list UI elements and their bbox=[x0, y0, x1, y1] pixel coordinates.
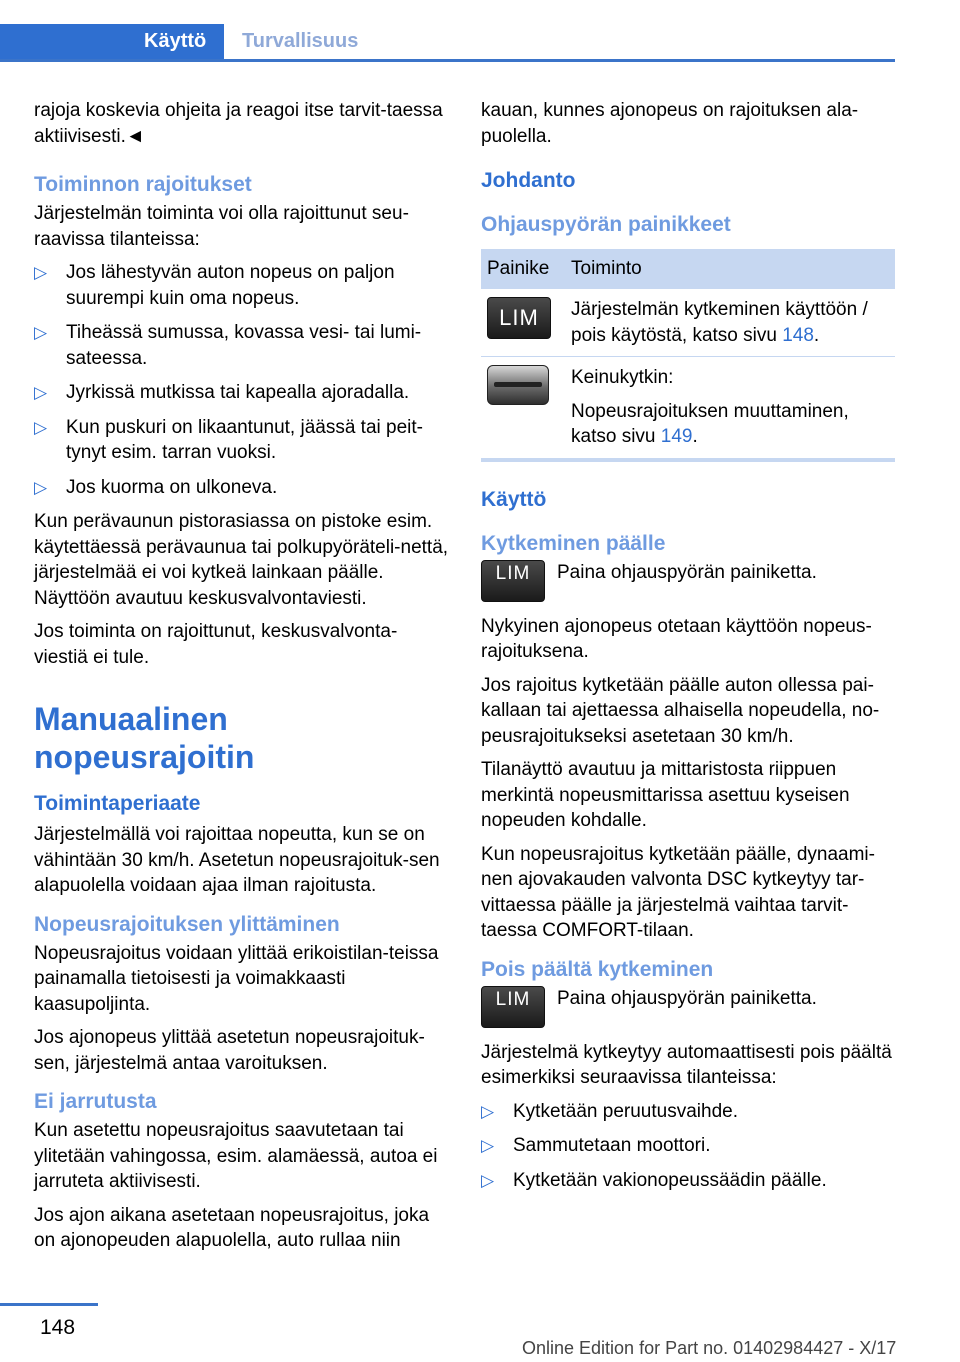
tab-kaytto[interactable]: Käyttö bbox=[0, 24, 224, 62]
paragraph-limited: Jos toiminta on rajoittunut, keskusvalvonta-viestiä ei tule. bbox=[34, 621, 398, 668]
tab-turvallisuus[interactable]: Turvallisuus bbox=[242, 30, 359, 52]
buttons-table bbox=[481, 249, 895, 462]
switch-on-step: LIM Paina ohjauspyörän painiketta. bbox=[481, 560, 895, 602]
triangle-bullet-icon: ▷ bbox=[34, 477, 48, 497]
triangle-bullet-icon: ▷ bbox=[481, 1136, 495, 1155]
list-item: ▷ Jos lähestyvän auton nopeus on paljon suurempi kuin oma nopeus. bbox=[34, 262, 395, 309]
table-row: LIM Järjestelmän kytkeminen käyttöön / pois käytöstä, katso sivu 148. bbox=[481, 289, 895, 357]
page-number: 148 bbox=[40, 1316, 76, 1339]
paragraph-principle: Järjestelmällä voi rajoittaa nopeutta, kun se on vähintään 30 km/h. Asetetun nopeusrajoituk-sen alapuolella voidaan ajaa ilman rajoitusta. bbox=[34, 824, 440, 896]
table-header-row bbox=[481, 249, 895, 289]
column-header-function: Toiminto bbox=[565, 249, 895, 289]
triangle-bullet-icon: ▷ bbox=[481, 1170, 495, 1190]
triangle-bullet-icon: ▷ bbox=[34, 383, 48, 402]
table-row: Keinukytkin: Nopeusrajoituksen muuttaminen, katso sivu 149. bbox=[481, 357, 895, 460]
paragraph-limits: Järjestelmän toiminta voi olla rajoittunut seu-raavissa tilanteissa: bbox=[34, 203, 409, 250]
lim-button-icon: LIM bbox=[487, 297, 551, 339]
page-link-149[interactable]: 149 bbox=[660, 426, 693, 447]
heading-limits: Toiminnon rajoitukset bbox=[34, 173, 252, 196]
paragraph-off: Järjestelmä kytkeytyy automaattisesti pois päältä esimerkiksi seuraavissa tilanteissa: bbox=[481, 1041, 892, 1088]
list-item: ▷ Jos kuorma on ulkoneva. bbox=[34, 475, 449, 501]
paragraph-on-2: Jos rajoitus kytketään päälle auton ollessa pai-kallaan tai ajettaessa alhaisella nopeudella, no-peusrajoitukseksi asetetaan 30 km/h. bbox=[481, 674, 880, 747]
list-item: ▷ Kytketään peruutusvaihde. bbox=[481, 1099, 895, 1125]
rocker-switch-icon bbox=[487, 365, 549, 405]
footer-rule bbox=[0, 1303, 98, 1306]
paragraph-no-brake-1: Kun asetettu nopeusrajoitus saavutetaan tai ylitetään vahingossa, esim. alamäessä, autoa ei jarruteta aktiivisesti. bbox=[34, 1120, 438, 1192]
triangle-bullet-icon: ▷ bbox=[34, 417, 48, 437]
paragraph-exceed-2: Jos ajonopeus ylittää asetetun nopeusrajoituk-sen, järjestelmä antaa varoituksen. bbox=[34, 1027, 425, 1074]
list-item: ▷ Tiheässä sumussa, kovassa vesi- tai lumi-sateessa. bbox=[34, 322, 422, 369]
paragraph-no-brake-2: Jos ajon aikana asetetaan nopeusrajoitus, joka on ajonopeuden alapuolella, auto rullaa niin bbox=[34, 1204, 430, 1251]
switch-off-step: LIM Paina ohjauspyörän painiketta. bbox=[481, 986, 895, 1028]
paragraph-continued: kauan, kunnes ajonopeus on rajoituksen ala-puolella. bbox=[481, 100, 859, 147]
edition-note: Online Edition for Part no. 01402984427 - X/17 bbox=[522, 1338, 897, 1358]
heading-no-brake: Ei jarrutusta bbox=[34, 1090, 157, 1113]
list-item: ▷ Kytketään vakionopeussäädin päälle. bbox=[481, 1168, 895, 1194]
right-column bbox=[481, 98, 895, 1202]
list-item: ▷ Jyrkissä mutkissa tai kapealla ajoradalla. bbox=[34, 380, 449, 406]
list-item: ▷ Sammutetaan moottori. bbox=[481, 1133, 895, 1159]
paragraph-exceed-1: Nopeusrajoitus voidaan ylittää erikoistilan-teissa painamalla tietoisesti ja voimakkaasti kaasupoljinta. bbox=[34, 942, 439, 1015]
heading-principle: Toimintaperiaate bbox=[34, 792, 201, 815]
heading-switch-on: Kytkeminen päälle bbox=[481, 531, 666, 555]
switch-off-list bbox=[481, 1099, 895, 1194]
heading-intro: Johdanto bbox=[481, 169, 576, 192]
heading-manual-limiter: Manuaalinen nopeusrajoitin bbox=[34, 701, 255, 775]
triangle-bullet-icon: ▷ bbox=[34, 263, 48, 282]
triangle-bullet-icon: ▷ bbox=[34, 323, 48, 342]
list-item: ▷ Kun puskuri on likaantunut, jäässä tai peit-tynyt esim. tarran vuoksi. bbox=[34, 416, 423, 463]
heading-operation: Käyttö bbox=[481, 487, 547, 511]
column-header-button: Painike bbox=[481, 249, 565, 289]
limits-list bbox=[34, 260, 449, 500]
paragraph-on-1: Nykyinen ajonopeus otetaan käyttöön nopeus-rajoituksena. bbox=[481, 615, 872, 662]
paragraph-intro: rajoja koskevia ohjeita ja reagoi itse tarvit-taessa aktiivisesti.◄ bbox=[34, 100, 443, 147]
header-rule bbox=[0, 59, 895, 62]
page-header bbox=[0, 0, 960, 64]
heading-switch-off: Pois päältä kytkeminen bbox=[481, 957, 714, 981]
paragraph-trailer: Kun perävaunun pistorasiassa on pistoke esim. käytettäessä perävaunua tai polkupyöräteli-nettä, järjestelmää ei voi kytkeä lainkaan päälle. Näyttöön avautuu keskusvalvontaviesti. bbox=[34, 511, 449, 609]
paragraph-on-3: Tilanäyttö avautuu ja mittaristosta riippuen merkintä nopeusmittarissa asettuu kyseisen nopeuden kohdalle. bbox=[481, 759, 850, 831]
left-column bbox=[34, 98, 449, 1262]
page-link-148[interactable]: 148 bbox=[782, 324, 814, 346]
lim-button-icon: LIM bbox=[481, 560, 545, 602]
lim-button-icon: LIM bbox=[481, 986, 545, 1028]
heading-exceed: Nopeusrajoituksen ylittäminen bbox=[34, 912, 340, 936]
heading-steering-buttons: Ohjauspyörän painikkeet bbox=[481, 213, 731, 236]
paragraph-on-4: Kun nopeusrajoitus kytketään päälle, dynaami-nen ajovakauden valvonta DSC kytkeytyy tar-vittaessa päälle ja järjestelmä vaihtaa tarvit-taessa COMFORT-tilaan. bbox=[481, 843, 875, 941]
triangle-bullet-icon: ▷ bbox=[481, 1101, 495, 1121]
